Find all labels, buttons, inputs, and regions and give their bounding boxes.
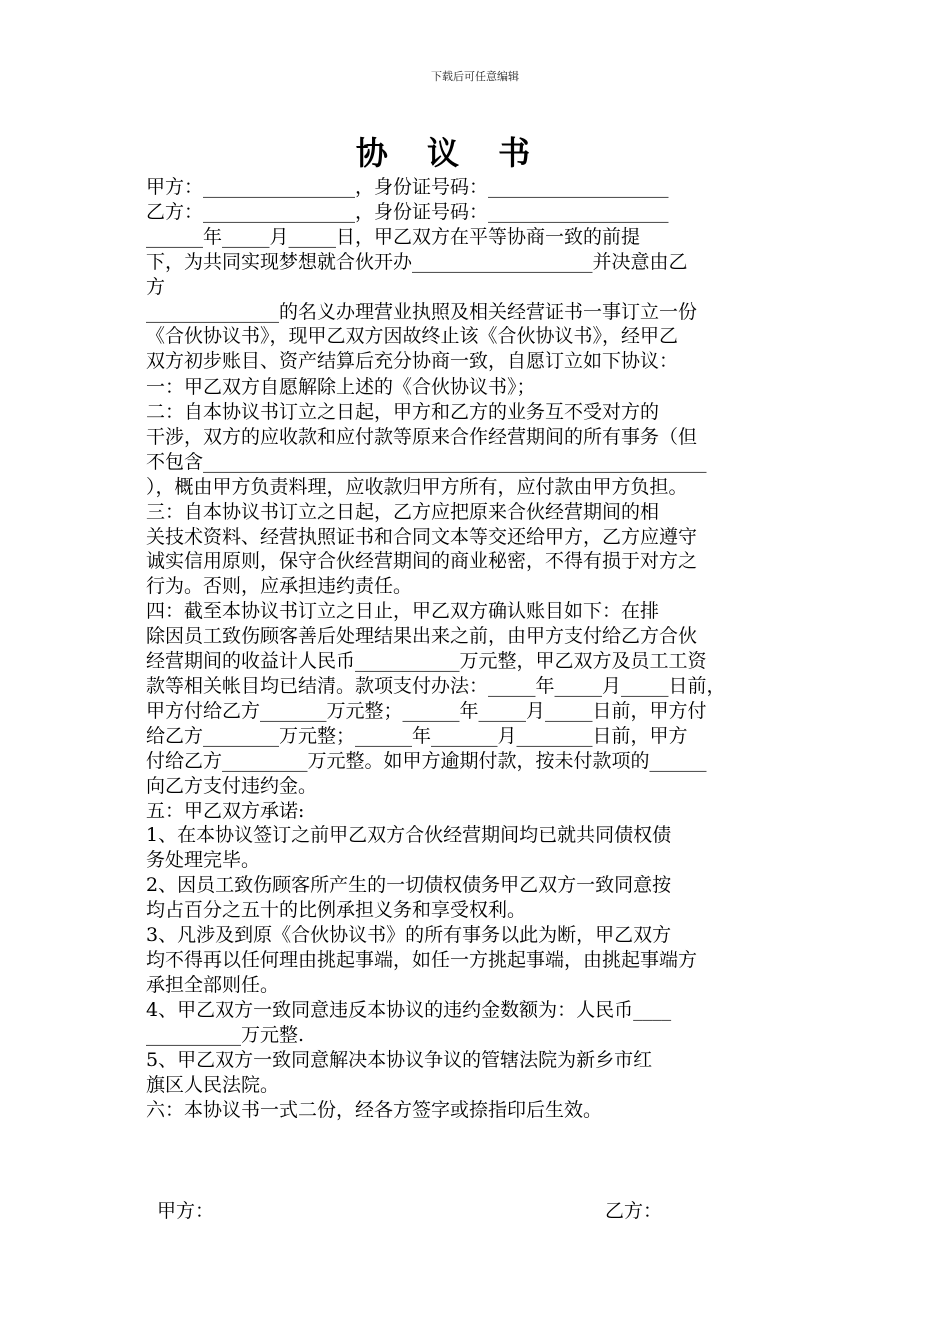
- body-line: 5、甲乙双方一致同意解决本协议争议的管辖法院为新乡市红: [146, 1049, 653, 1071]
- body-line: __________万元整.: [146, 1024, 305, 1046]
- body-line: 双方初步账目、资产结算后充分协商一致，自愿订立如下协议：: [146, 350, 679, 372]
- document-title: 协 议 书: [355, 134, 545, 172]
- body-line: 4、甲乙双方一致同意违反本协议的违约金数额为：人民币____: [146, 999, 672, 1021]
- body-line: 除因员工致伤顾客善后处理结果出来之前，由甲方支付给乙方合伙: [146, 625, 698, 647]
- body-line: 诚实信用原则，保守合伙经营期间的商业秘密，不得有损于对方之: [146, 550, 698, 572]
- body-line: 下，为共同实现梦想就合伙开办___________________并决意由乙: [146, 251, 688, 273]
- body-line: ______年_____月_____日，甲乙双方在平等协商一致的前提: [146, 226, 641, 248]
- body-line: 方: [146, 276, 166, 298]
- body-line: 三：自本协议书订立之日起，乙方应把原来合伙经营期间的相: [146, 501, 660, 523]
- body-line: 均不得再以任何理由挑起事端，如任一方挑起事端，由挑起事端方: [146, 949, 698, 971]
- body-line: 经营期间的收益计人民币___________万元整，甲乙双方及员工工资: [146, 650, 707, 672]
- body-line: 不包含_____________________________________________________: [146, 451, 707, 473]
- body-line: 甲方付给乙方_______万元整；______年_____月_____日前，甲方付: [146, 700, 707, 722]
- body-line: 乙方：________________，身份证号码：___________________: [146, 201, 669, 223]
- body-line: ），概由甲方负责料理，应收款归甲方所有，应付款由甲方负担。: [146, 476, 688, 498]
- body-line: 旗区人民法院。: [146, 1074, 280, 1096]
- body-line: 行为。否则，应承担违约责任。: [146, 575, 413, 597]
- body-line: 干涉，双方的应收款和应付款等原来合作经营期间的所有事务（但: [146, 426, 698, 448]
- body-line: 1、在本协议签订之前甲乙双方合伙经营期间均已就共同债权债: [146, 824, 672, 846]
- body-line: 付给乙方_________万元整。如甲方逾期付款，按未付款项的______: [146, 750, 707, 772]
- body-line: 承担全部则任。: [146, 974, 280, 996]
- body-line: 二：自本协议书订立之日起，甲方和乙方的业务互不受对方的: [146, 401, 660, 423]
- body-line: 甲方：________________，身份证号码：___________________: [146, 176, 669, 198]
- body-line: 给乙方________万元整；______年_______月________日前，甲方: [146, 725, 688, 747]
- body-line: 一：甲乙双方自愿解除上述的《合伙协议书》；: [146, 376, 536, 398]
- body-line: 向乙方支付违约金。: [146, 775, 318, 797]
- header-note: 下载后可任意编辑: [431, 70, 519, 83]
- signature-party-a: 甲方：: [157, 1200, 215, 1222]
- body-line: 《合伙协议书》，现甲乙双方因故终止该《合伙协议书》，经甲乙: [146, 325, 679, 347]
- body-line: 五：甲乙双方承诺:: [146, 800, 305, 822]
- body-line: 均占百分之五十的比例承担义务和享受权利。: [146, 899, 527, 921]
- body-line: 款等相关帐目均已结清。款项支付办法：_____年_____月_____日前，: [146, 675, 726, 697]
- body-line: 2、因员工致伤顾客所产生的一切债权债务甲乙双方一致同意按: [146, 874, 672, 896]
- body-line: ______________的名义办理营业执照及相关经营证书一事订立一份: [146, 301, 698, 323]
- signature-party-b: 乙方：: [605, 1200, 663, 1222]
- body-line: 四：截至本协议书订立之日止，甲乙双方确认账目如下：在排: [146, 600, 660, 622]
- body-line: 六：本协议书一式二份，经各方签字或捺指印后生效。: [146, 1099, 603, 1121]
- body-line: 务处理完毕。: [146, 849, 261, 871]
- body-line: 关技术资料、经营执照证书和合同文本等交还给甲方，乙方应遵守: [146, 526, 698, 548]
- body-line: 3、凡涉及到原《合伙协议书》的所有事务以此为断，甲乙双方: [146, 924, 672, 946]
